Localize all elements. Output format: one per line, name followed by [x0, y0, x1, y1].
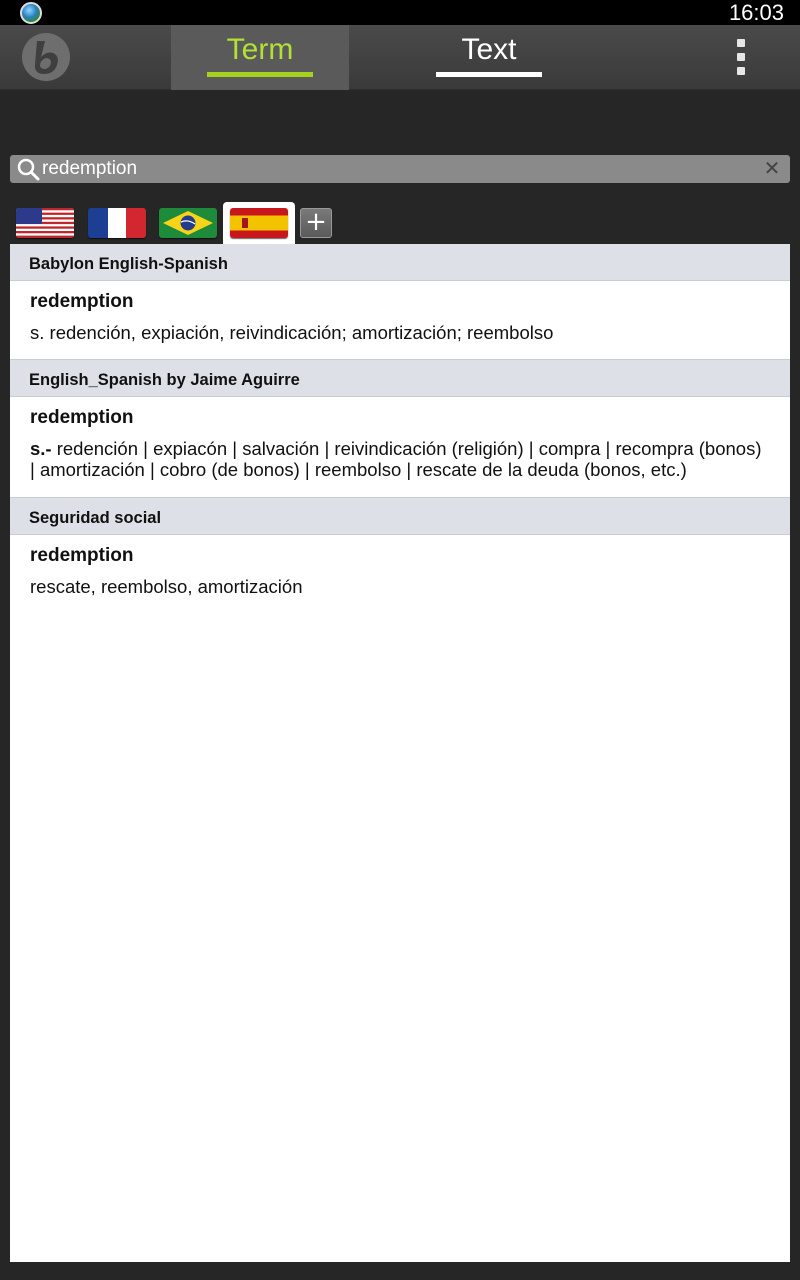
- results-panel: [10, 244, 790, 1262]
- result-definition: [30, 438, 770, 480]
- close-x-icon[interactable]: ✕: [763, 156, 781, 180]
- tab-term-indicator: [207, 72, 313, 77]
- tab-text-indicator: [436, 72, 542, 77]
- result-entry: [10, 397, 790, 498]
- part-of-speech: s.-: [30, 438, 52, 459]
- dictionary-header[interactable]: English_Spanish by Jaime Aguirre: [10, 360, 790, 397]
- flag-es-icon[interactable]: [230, 208, 288, 238]
- flag-br-icon[interactable]: [159, 208, 217, 238]
- flag-us-icon[interactable]: [16, 208, 74, 238]
- flag-fr-icon[interactable]: [88, 208, 146, 238]
- action-bar: [0, 25, 800, 90]
- overflow-menu-icon[interactable]: [724, 35, 758, 81]
- result-term: redemption: [30, 407, 134, 428]
- result-definition: rescate, reembolso, amortización: [30, 576, 303, 597]
- tab-text[interactable]: [400, 25, 578, 90]
- dictionary-header[interactable]: Babylon English-Spanish: [10, 244, 790, 281]
- result-term: redemption: [30, 291, 134, 312]
- tab-text-label: Text: [461, 33, 517, 66]
- result-definition: s. redención, expiación, reivindicación; amortización; reembolso: [30, 322, 554, 343]
- tab-term[interactable]: [171, 25, 349, 90]
- result-entry: [10, 535, 790, 612]
- result-term: redemption: [30, 545, 134, 566]
- dictionary-header[interactable]: Seguridad social: [10, 498, 790, 535]
- result-entry: [10, 281, 790, 360]
- search-icon: [16, 157, 42, 181]
- search-bar: [10, 155, 790, 183]
- status-bar: [0, 0, 800, 25]
- globe-app-icon: [20, 2, 42, 24]
- language-flag-bar: [10, 202, 790, 244]
- babylon-logo-icon[interactable]: [20, 31, 72, 83]
- status-time: 16:03: [728, 0, 784, 25]
- search-input[interactable]: [42, 155, 742, 183]
- tab-term-label: Term: [226, 33, 294, 66]
- add-language-button[interactable]: +: [300, 208, 332, 238]
- definition-text: redención | expiacón | salvación | reivindicación (religión) | compra | recompra (bonos) | amortización | cobro (de bonos) | reembolso | rescate de la deuda (bonos, etc.): [30, 438, 762, 480]
